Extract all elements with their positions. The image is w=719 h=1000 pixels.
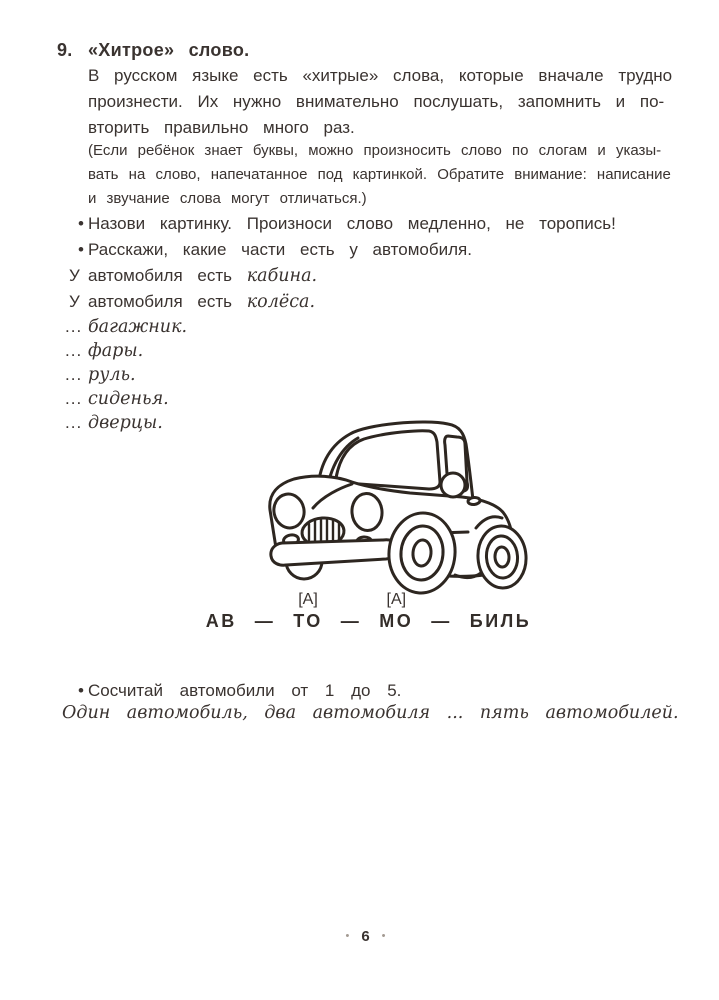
task-text: Расскажи, какие части есть у автомобиля. — [88, 240, 472, 259]
syllable-dash — [341, 589, 362, 633]
part-ellipsis-item — [57, 339, 672, 363]
lesson-title: «Хитрое» слово. — [88, 40, 250, 60]
note-line: (Если ребёнок знает буквы, можно произносить слово по слогам и указы- — [88, 142, 662, 159]
footer-dot-left-icon: • — [345, 930, 350, 942]
syllable-text: МО — [379, 611, 414, 631]
car-bumper — [271, 540, 398, 565]
note-line: и звучание слова могут отличаться.) — [88, 190, 367, 207]
part-ellipsis-item — [57, 387, 672, 411]
syllable-seg — [379, 589, 413, 633]
ellipsis-prefix: ... — [65, 389, 83, 408]
syllable-text: ТО — [293, 611, 323, 631]
dash-glyph: — — [254, 611, 276, 631]
task-bullet-name-picture — [57, 211, 672, 237]
part-ellipsis-item — [57, 363, 672, 387]
part-ellipsis-item — [57, 315, 672, 339]
lesson-heading — [57, 37, 672, 63]
sound-label: [А] — [298, 591, 318, 608]
intro-paragraph — [88, 63, 672, 141]
ellipsis-prefix: ... — [65, 413, 83, 432]
syllable-text: АВ — [205, 611, 237, 631]
part-word: кабина. — [246, 266, 318, 286]
car-illustration — [252, 412, 532, 597]
syllable-seg — [206, 589, 237, 633]
sentence-prefix: У — [69, 292, 80, 311]
part-word: сиденья. — [88, 389, 169, 409]
task-bullet-tell-parts — [57, 237, 672, 263]
car-mirror — [441, 473, 465, 497]
intro-line: вторить правильно много раз. — [88, 118, 355, 137]
count-example-line: Один автомобиль, два автомобиля ... пять автомобилей. — [62, 703, 679, 723]
page-footer — [0, 926, 719, 947]
part-word: руль. — [88, 365, 136, 385]
part-word: дверцы. — [88, 413, 163, 433]
syllable-line — [0, 589, 719, 633]
ellipsis-prefix: ... — [65, 341, 83, 360]
syllable-text: БИЛЬ — [469, 611, 532, 631]
lesson-text-block — [57, 37, 672, 435]
lesson-number: 9. — [57, 40, 73, 60]
task-text: Сосчитай автомобили от 1 до 5. — [88, 681, 402, 700]
part-sentence — [57, 289, 672, 315]
bullet-icon: • — [78, 240, 84, 259]
part-word: фары. — [88, 341, 144, 361]
bullet-icon: • — [78, 214, 84, 233]
sentence-text: автомобиля есть колёса. — [88, 292, 316, 312]
part-word: колёса. — [246, 292, 316, 312]
footer-dot-right-icon: • — [381, 930, 386, 942]
car-wheel-rear — [476, 524, 528, 589]
part-sentence — [57, 263, 672, 289]
sound-label: [А] — [386, 591, 407, 608]
parent-note-paragraph — [88, 139, 672, 211]
page-number: 6 — [361, 928, 370, 945]
task-bullet-count — [57, 678, 401, 704]
intro-line: произнести. Их нужно внимательно послушать, запомнить и по- — [88, 92, 665, 111]
syllable-seg — [470, 589, 531, 633]
syllable-dash — [431, 589, 452, 633]
bullet-icon: • — [78, 681, 84, 700]
ellipsis-prefix: ... — [65, 317, 83, 336]
ellipsis-prefix: ... — [65, 365, 83, 384]
syllable-dash — [255, 589, 276, 633]
sentence-prefix: У — [69, 266, 80, 285]
car-door-handle — [468, 497, 481, 505]
part-word: багажник. — [88, 317, 188, 337]
sentence-text: автомобиля есть кабина. — [88, 266, 318, 286]
dash-glyph: — — [431, 611, 452, 631]
note-line: вать на слово, напечатанное под картинкой. Обратите внимание: написание — [88, 166, 671, 183]
dash-glyph: — — [340, 611, 362, 631]
intro-line: В русском языке есть «хитрые» слова, которые вначале трудно — [88, 66, 673, 85]
syllable-seg — [293, 589, 323, 633]
task-text: Назови картинку. Произноси слово медленно, не торопись! — [88, 214, 616, 233]
